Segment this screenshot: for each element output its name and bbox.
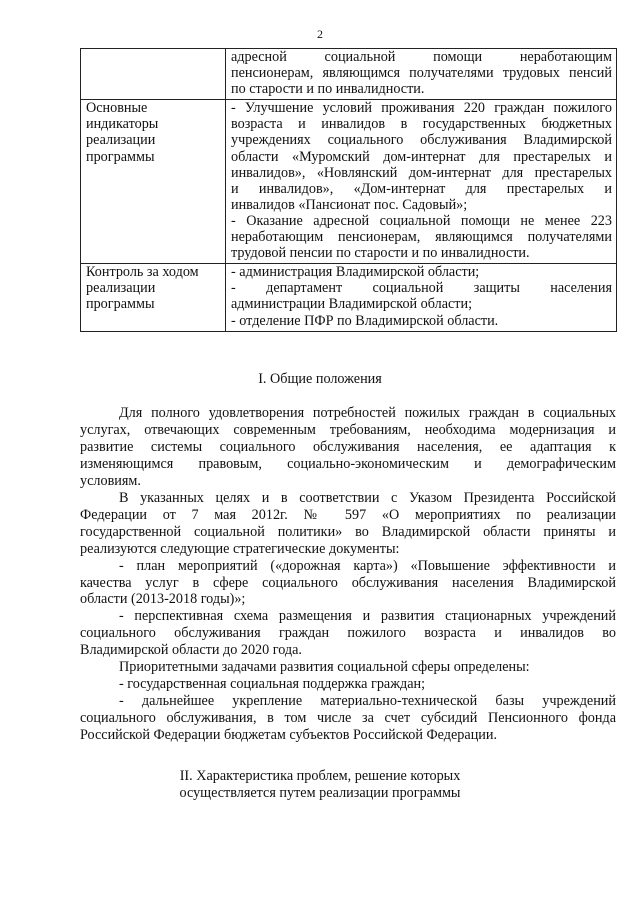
paragraph <box>80 659 616 676</box>
table-label-line: реализации <box>86 132 156 149</box>
text-line: реализуются следующие стратегические документы: <box>80 540 400 557</box>
table-label-line: Контроль за ходом <box>86 264 199 281</box>
table-cell-line: - администрация Владимирской области; <box>231 264 480 281</box>
paragraph <box>80 676 616 693</box>
table-label-line: реализации <box>86 280 156 297</box>
paragraph <box>80 405 616 490</box>
text-line: Владимирской области до 2020 года. <box>80 642 302 659</box>
text-line: - перспективная схема размещения и развития стационарных учреждений <box>119 608 616 625</box>
table-row <box>81 49 617 100</box>
table-cell-line: администрации Владимирской области; <box>231 296 473 313</box>
text-line: развитие системы социального обслуживания населения, ее адаптация к <box>80 438 616 455</box>
text-line: изменяющимся правовым, социально-экономическим и демографическим <box>80 455 616 472</box>
table-cell-line: по старости и по инвалидности. <box>231 81 425 98</box>
table-label-line: Основные <box>86 100 148 117</box>
text-line: Российской Федерации бюджетам субъектов Российской Федерации. <box>80 727 498 744</box>
table-label-line: индикаторы <box>86 116 159 133</box>
table-cell-line: возраста и инвалидов в государственных бюджетных <box>231 116 612 133</box>
text-line: услугах, отвечающих современным требованиям, необходима модернизация и <box>80 421 616 438</box>
section-heading <box>0 768 640 802</box>
table-cell-line: - департамент социальной защиты населения <box>231 280 612 297</box>
table-row-label <box>81 100 226 264</box>
text-line: качества услуг в сфере социального обслуживания населения Владимирской <box>80 574 616 591</box>
paragraph <box>80 608 616 659</box>
table-cell-line: трудовой пенсии по старости и по инвалидности. <box>231 245 530 262</box>
section-heading: I. Общие положения <box>258 371 382 387</box>
table-row-label <box>81 264 226 331</box>
text-line: социального обслуживания граждан пожилого возраста и инвалидов во <box>80 625 616 642</box>
text-line: области (2013-2018 годы)»; <box>80 591 246 608</box>
table-cell-line: инвалидов «Пансионат пос. Садовый»; <box>231 196 468 213</box>
paragraph <box>80 490 616 558</box>
table-cell-line: неработающим пенсионерам, являющимся получателями <box>231 229 612 246</box>
table-cell-line: учреждениях социального обслуживания Владимирской <box>231 132 612 149</box>
table-cell-line: - отделение ПФР по Владимирской области. <box>231 312 499 329</box>
page-number: 2 <box>317 27 323 41</box>
heading-line: II. Характеристика проблем, решение которых <box>179 768 461 784</box>
text-line: - дальнейшее укрепление материально-технической базы учреждений <box>119 693 616 710</box>
table-cell-line: и инвалидов», «Дом-интернат для престарелых и <box>231 180 612 197</box>
paragraph <box>80 693 616 744</box>
program-passport-table <box>80 48 617 332</box>
table-row-label <box>81 49 226 100</box>
table-label-line: программы <box>86 148 155 165</box>
table-row-content <box>226 264 617 331</box>
table-row <box>81 264 617 331</box>
text-line: условиям. <box>80 472 141 489</box>
table-row-content <box>226 49 617 100</box>
text-line: Федерации от 7 мая 2012г. № 597 «О мероприятиях по реализации <box>80 506 616 523</box>
table-cell-line: области «Муромский дом-интернат для престарелых и <box>231 148 612 165</box>
text-line: государственной социальной политики» во Владимирской области приняты и <box>80 523 616 540</box>
table-cell-line: пенсионерам, являющимся получателями трудовых пенсий <box>231 65 612 82</box>
paragraph <box>80 558 616 609</box>
text-line: В указанных целях и в соответствии с Указом Президента Российской <box>119 489 616 506</box>
text-line: социального обслуживания, в том числе за счет субсидий Пенсионного фонда <box>80 710 616 727</box>
section-body <box>80 405 616 744</box>
table-row-content <box>226 100 617 264</box>
table-label-line: программы <box>86 296 155 313</box>
text-line: - государственная социальная поддержка граждан; <box>119 676 426 693</box>
text-line: - план мероприятий («дорожная карта») «Повышение эффективности и <box>119 557 616 574</box>
text-line: Приоритетными задачами развития социальной сферы определены: <box>119 659 530 676</box>
heading-line: осуществляется путем реализации программы <box>179 785 461 801</box>
table-row <box>81 100 617 264</box>
table-cell-line: - Улучшение условий проживания 220 граждан пожилого <box>231 100 612 117</box>
table-cell-line: адресной социальной помощи неработающим <box>231 49 612 65</box>
table-cell-line: инвалидов», «Новлянский дом-интернат для престарелых <box>231 164 612 181</box>
table-cell-line: - Оказание адресной социальной помощи не менее 223 <box>231 212 612 229</box>
text-line: Для полного удовлетворения потребностей пожилых граждан в социальных <box>119 405 616 421</box>
